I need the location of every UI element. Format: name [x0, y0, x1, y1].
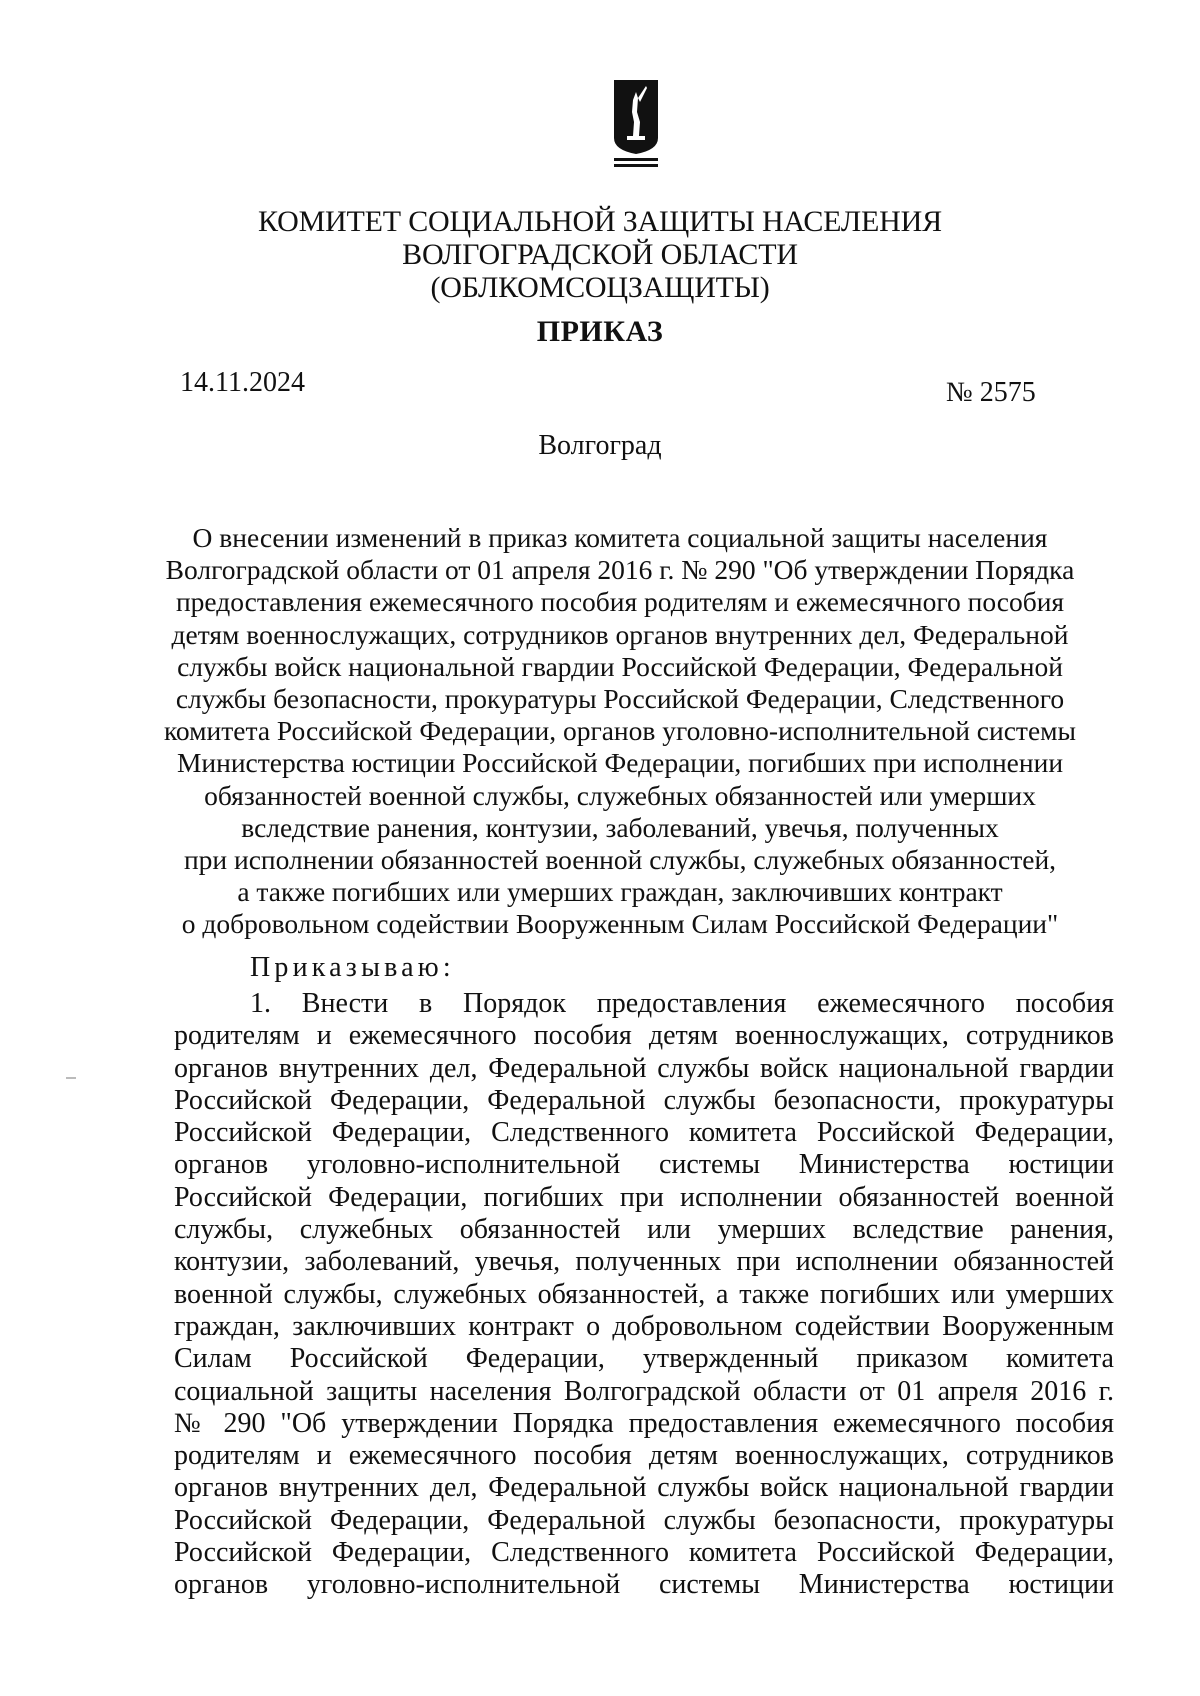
- body-line: Российской Федерации, погибших при исполнении обязанностей военной: [174, 1181, 1114, 1213]
- document-subject: [160, 522, 1080, 941]
- coat-of-arms-icon: [612, 78, 660, 170]
- body-line: военной службы, служебных обязанностей, а также погибших или умерших: [174, 1278, 1114, 1310]
- order-word: Приказываю:: [250, 952, 455, 983]
- body-line: Российской Федерации, Следственного комитета Российской Федерации,: [174, 1117, 1114, 1149]
- subject-line: службы войск национальной гвардии Российской Федерации, Федеральной: [177, 650, 1063, 682]
- body-line: социальной защиты населения Волгоградской области от 01 апреля 2016 г.: [174, 1375, 1114, 1407]
- body-line: Силам Российской Федерации, утвержденный приказом комитета: [174, 1343, 1114, 1375]
- body-line: Российской Федерации, Следственного комитета Российской Федерации,: [174, 1537, 1114, 1569]
- subject-line: вследствие ранения, контузии, заболеваний, увечья, полученных: [241, 811, 999, 843]
- body-line: органов внутренних дел, Федеральной службы войск национальной гвардии: [174, 1052, 1114, 1084]
- org-line-2: ВОЛГОГРАДСКОЙ ОБЛАСТИ: [402, 238, 798, 271]
- body-line: 1. Внести в Порядок предоставления ежемесячного пособия: [250, 988, 1114, 1019]
- body-line: родителям и ежемесячного пособия детям военнослужащих, сотрудников: [174, 1020, 1114, 1052]
- document-number: № 2575: [946, 377, 1036, 408]
- subject-line: детям военнослужащих, сотрудников органов внутренних дел, Федеральной: [171, 618, 1069, 650]
- body-line: Российской Федерации, Федеральной службы безопасности, прокуратуры: [174, 1504, 1114, 1536]
- subject-line: Министерства юстиции Российской Федерации, погибших при исполнении: [176, 747, 1064, 779]
- body-line: Российской Федерации, Федеральной службы безопасности, прокуратуры: [174, 1084, 1114, 1116]
- body-line: граждан, заключивших контракт о добровольном содействии Вооруженным: [174, 1310, 1114, 1342]
- subject-line: службы безопасности, прокуратуры Российской Федерации, Следственного: [175, 683, 1065, 715]
- body-line: органов уголовно-исполнительной системы Министерства юстиции: [174, 1149, 1114, 1181]
- org-line-1: КОМИТЕТ СОЦИАЛЬНОЙ ЗАЩИТЫ НАСЕЛЕНИЯ: [258, 205, 942, 238]
- subject-line: о добровольном содействии Вооруженным Силам Российской Федерации": [181, 908, 1059, 940]
- subject-line: предоставления ежемесячного пособия родителям и ежемесячного пособия: [175, 586, 1065, 618]
- document-type: ПРИКАЗ: [536, 315, 664, 348]
- body-line: № 290 "Об утверждении Порядка предоставления ежемесячного пособия: [174, 1407, 1114, 1439]
- body-line: органов уголовно-исполнительной системы Министерства юстиции: [174, 1569, 1114, 1601]
- org-line-3: (ОБЛКОМСОЦЗАЩИТЫ): [430, 271, 770, 304]
- subject-line: обязанностей военной службы, служебных обязанностей или умерших: [204, 779, 1036, 811]
- subject-line: О внесении изменений в приказ комитета социальной защиты населения: [192, 522, 1048, 553]
- document-city: Волгоград: [538, 430, 662, 461]
- body-line: родителям и ежемесячного пособия детям военнослужащих, сотрудников: [174, 1440, 1114, 1472]
- organization-name: [200, 205, 1000, 304]
- body-line: службы, служебных обязанностей или умерших вследствие ранения,: [174, 1214, 1114, 1246]
- subject-line: при исполнении обязанностей военной службы, служебных обязанностей,: [183, 844, 1057, 876]
- subject-line: Волгоградской области от 01 апреля 2016 г. № 290 "Об утверждении Порядка: [165, 554, 1075, 586]
- body-line: органов внутренних дел, Федеральной службы войск национальной гвардии: [174, 1472, 1114, 1504]
- scan-artifact: [66, 1077, 76, 1079]
- document-date: 14.11.2024: [180, 367, 305, 398]
- subject-line: комитета Российской Федерации, органов уголовно-исполнительной системы: [163, 715, 1077, 747]
- order-body: [174, 988, 1114, 1602]
- body-line: контузии, заболеваний, увечья, полученных при исполнении обязанностей: [174, 1246, 1114, 1278]
- subject-line: а также погибших или умерших граждан, заключивших контракт: [237, 876, 1003, 908]
